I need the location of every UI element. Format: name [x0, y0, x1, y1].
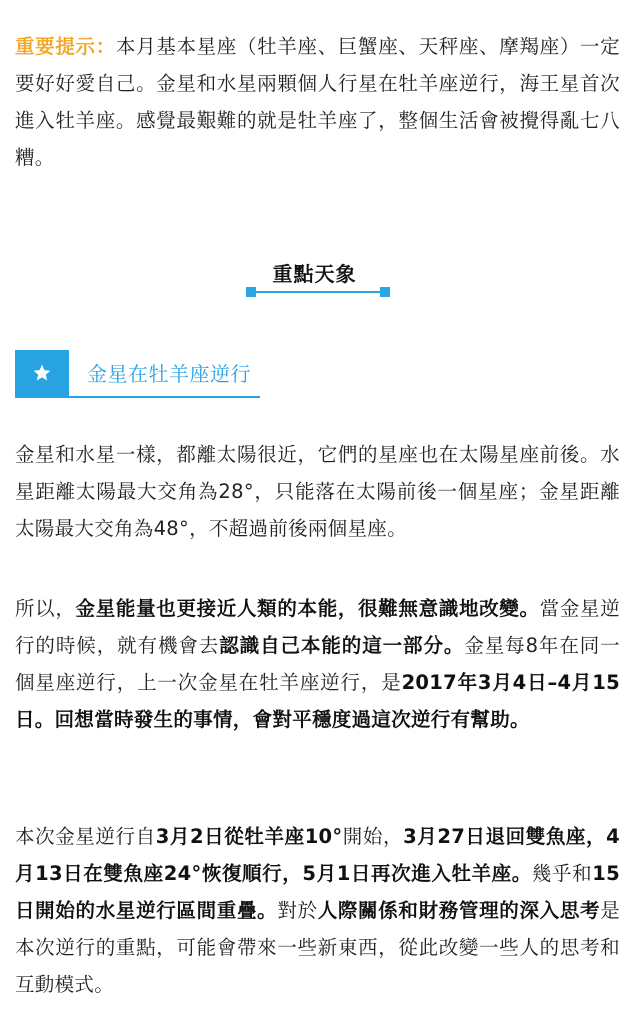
intro-text: 本月基本星座（牡羊座、巨蟹座、天秤座、摩羯座）一定要好好愛自己。金星和水星兩顆個人行星在牡羊座逆行，海王星首次進入牡羊座。感覺最艱難的就是牡羊座了，整個生活會被攪得亂七八糟。: [15, 35, 620, 169]
para3-bold-1: 3月2日從牡羊座10°: [155, 825, 343, 848]
decoration-line: [250, 291, 386, 293]
subsection-title: 金星在牡羊座逆行: [87, 362, 251, 386]
para1-text: 金星和水星一樣，都離太陽很近，它們的星座也在太陽星座前後。水星距離太陽最大交角為28°，只能落在太陽前後一個星座；金星距離太陽最大交角為48°，不超過前後兩個星座。: [15, 443, 620, 540]
paragraph-retrograde-dates: [15, 818, 620, 1003]
para2-text-3: 金星每8年在同一個星座逆行，上一次金星在牡羊座逆行，是: [15, 634, 620, 694]
para2-bold-1: 金星能量也更接近人類的本能，很難無意識地改變。: [75, 597, 540, 620]
star-icon: [32, 363, 52, 383]
para3-bold-3: 15日開始的水星逆行區間重疊。: [15, 862, 620, 922]
para2-text-1: 所以，: [15, 597, 76, 620]
para3-text-4: 對於: [277, 899, 318, 922]
subsection-header: [15, 350, 260, 400]
para2-text-2: 當金星逆行的時候，就有機會去: [15, 597, 621, 657]
paragraph-venus-mercury: [15, 436, 620, 547]
subsection-badge: [15, 350, 69, 396]
para2-bold-3: 2017年3月4日–4月15日。回想當時發生的事情，會對平穩度過這次逆行有幫助。: [15, 671, 620, 731]
para3-text-2: 開始，: [342, 825, 404, 848]
section-title: 重點天象: [272, 262, 357, 286]
decoration-left-square: [246, 287, 256, 297]
para3-bold-2: 3月27日退回雙魚座，4月13日在雙魚座24°恢復順行，5月1日再次進入牡羊座。: [15, 825, 621, 885]
para2-bold-2: 認識自己本能的這一部分。: [219, 634, 465, 657]
intro-highlight: 重要提示：: [15, 35, 116, 58]
subsection-underline: [15, 396, 260, 398]
para3-text-1: 本次金星逆行自: [15, 825, 156, 848]
section-title-decoration: [246, 286, 390, 298]
para3-bold-4: 人際關係和財務管理的深入思考: [317, 899, 601, 922]
para3-text-3: 幾乎和: [531, 862, 593, 885]
paragraph-venus-instinct: [15, 590, 620, 738]
decoration-right-square: [380, 287, 390, 297]
intro-paragraph: [15, 28, 620, 176]
para3-text-5: 是本次逆行的重點，可能會帶來一些新東西，從此改變一些人的思考和互動模式。: [15, 899, 620, 996]
